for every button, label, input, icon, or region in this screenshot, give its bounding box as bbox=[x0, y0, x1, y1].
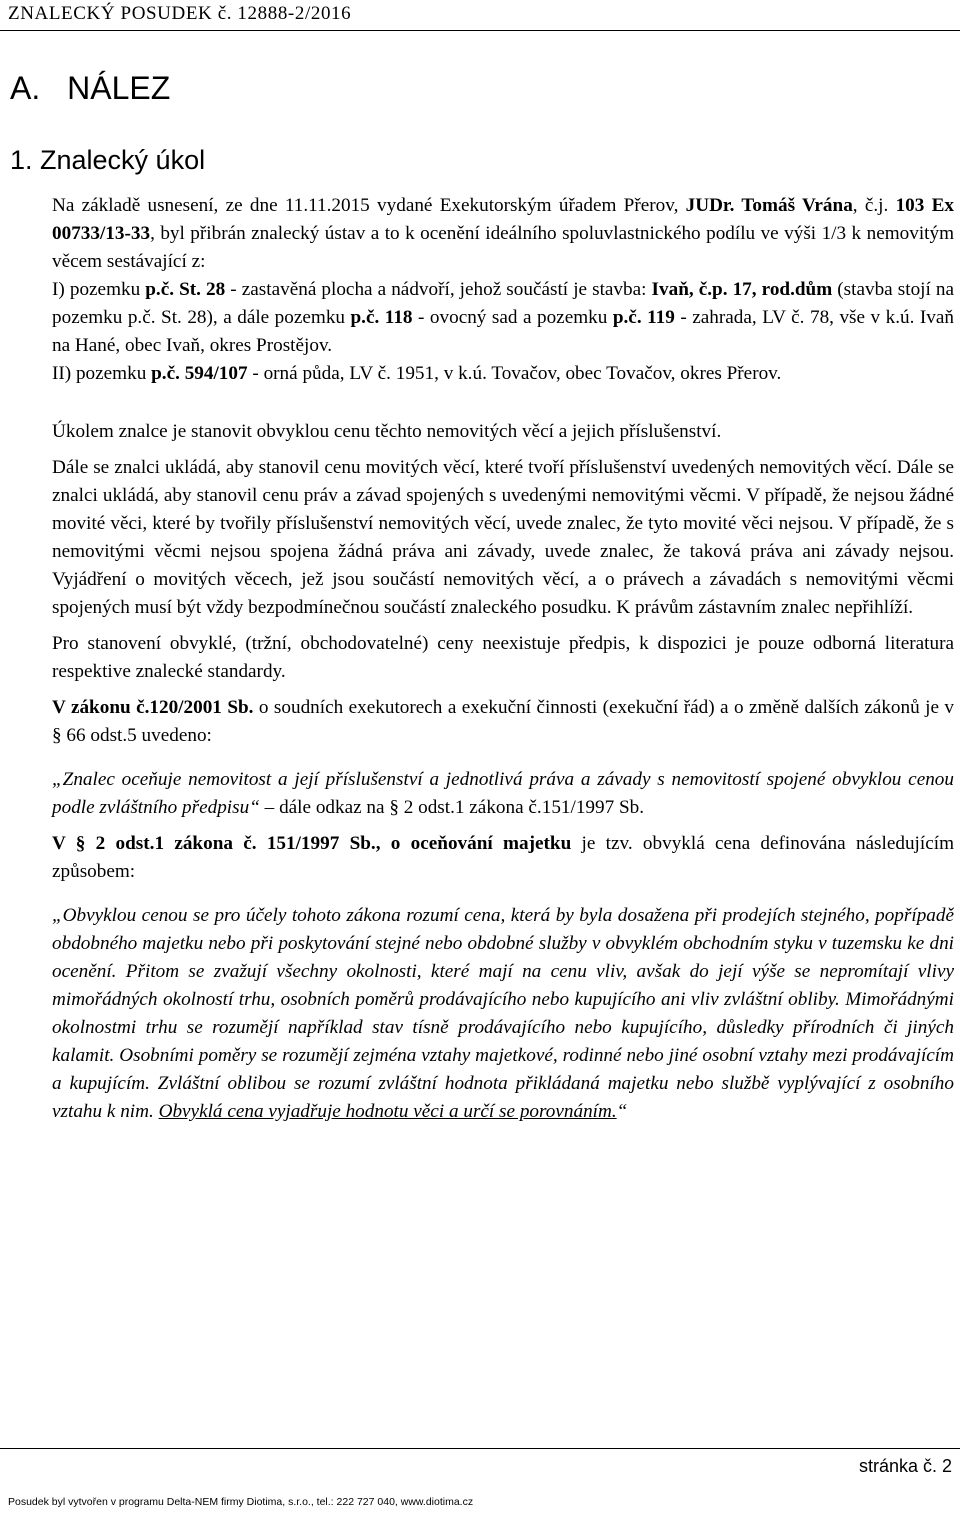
footer-note: Posudek byl vytvořen v programu Delta-NEM firmy Diotima, s.r.o., tel.: 222 727 040, www.diotima.cz bbox=[8, 1496, 474, 1508]
item1-building: Ivaň, č.p. 17, rod.dům bbox=[651, 279, 833, 300]
intro-text-2: , č.j. bbox=[852, 195, 896, 216]
quote2-end: “ bbox=[616, 1101, 628, 1122]
executor-name: JUDr. Tomáš Vrána bbox=[685, 195, 853, 216]
law-paragraph bbox=[52, 694, 954, 750]
section-heading: A. NÁLEZ bbox=[10, 70, 171, 106]
header-divider bbox=[0, 30, 960, 31]
task-heading: 1. Znalecký úkol bbox=[10, 145, 206, 175]
item2-text-2: - orná půda, LV č. 1951, v k.ú. Tovačov, obec Tovačov, okres Přerov. bbox=[247, 363, 782, 384]
item1-parcel-st28: p.č. St. 28 bbox=[145, 279, 226, 300]
item2-parcel: p.č. 594/107 bbox=[151, 363, 248, 384]
item1-text-5: - zahrada, LV č. 78, vše v k.ú. Ivaň na Hané, obec Ivaň, okres Prostějov. bbox=[52, 307, 954, 356]
item2-text-1: II) pozemku bbox=[52, 363, 152, 384]
case-number: 103 Ex 00733/13-33 bbox=[52, 195, 954, 244]
quote-paragraph-2 bbox=[52, 902, 954, 1126]
law-reference: V zákonu č.120/2001 Sb. bbox=[52, 697, 254, 718]
item1-text-4: - ovocný sad a pozemku bbox=[412, 307, 613, 328]
item1-parcel-119: p.č. 119 bbox=[612, 307, 675, 328]
item1-text-3: (stavba stojí na pozemku p.č. St. 28), a dále pozemku bbox=[52, 279, 955, 328]
item1-text-1: I) pozemku bbox=[52, 279, 146, 300]
intro-text-3: , byl přibrán znalecký ústav a to k ocenění ideálního spoluvlastnického podílu ve výši 1/3 k nemovitým věcem sestávající z: bbox=[52, 223, 954, 272]
law2-reference: V § 2 odst.1 zákona č. 151/1997 Sb., o oceňování majetku bbox=[52, 833, 572, 854]
task-paragraph: Úkolem znalce je stanovit obvyklou cenu těchto nemovitých věcí a jejich příslušenství. bbox=[52, 421, 722, 442]
item1-text-2: - zastavěná plocha a nádvoří, jehož součástí je stavba: bbox=[225, 279, 652, 300]
document-body bbox=[52, 162, 954, 1126]
law2-paragraph bbox=[52, 830, 954, 886]
property-item-1 bbox=[52, 276, 954, 360]
intro-paragraph bbox=[52, 192, 954, 276]
law-text: o soudních exekutorech a exekuční činnosti (exekuční řád) a o změně dalších zákonů je v § 66 odst.5 uvedeno: bbox=[52, 697, 954, 746]
quote2-text: „Obvyklou cenou se pro účely tohoto zákona rozumí cena, která by byla dosažena při prodejích stejného, popřípadě obdobného majetku nebo při poskytování stejné nebo obdobné služby v obvyklém obchodním styku v tuzemsku ke dni ocenění. Přitom se zvažují všechny okolnosti, které mají na cenu vliv, avšak do její výše se nepromítají vlivy mimořádných okolností trhu, osobních poměrů prodávajícího nebo kupujícího ani vliv zvláštní obliby. Mimořádnými okolnostmi trhu se rozumějí například stav tísně prodávajícího nebo kupujícího, důsledky přírodních či jiných kalamit. Osobními poměry se rozumějí zejména vztahy majetkové, rodinné nebo jiné osobní vztahy mezi prodávajícím a kupujícím. Zvláštní oblibou se rozumí zvláštní hodnota přikládaná majetku nebo službě vyplývající z osobního vztahu k nim. bbox=[52, 905, 954, 1122]
duties-paragraph: Dále se znalci ukládá, aby stanovil cenu movitých věcí, které tvoří příslušenství uvedených nemovitých věcí. Dále se znalci ukládá, aby stanovil cenu práv a závad spojených s uvedenými nemovitými věcmi. V případě, že nejsou žádné movité věci, které by tvořily příslušenství nemovitých věcí, uvede znalec, že tyto movité věci nejsou. V případě, že s nemovitými věcmi nejsou spojena žádná práva ani závady, uvede znalec, že taková práva ani závady nejsou. Vyjádření o movitých věcech, jež jsou součástí nemovitých věcí, a o právech a závadách s nemovitými věcmi spojených musí být vždy bezpodmínečnou součástí znaleckého posudku. K právům zástavním znalec nepřihlíží. bbox=[52, 457, 954, 618]
law2-text: je tzv. obvyklá cena definována následujícím způsobem: bbox=[52, 833, 954, 882]
intro-text-1: Na základě usnesení, ze dne 11.11.2015 vydané Exekutorským úřadem Přerov, bbox=[52, 195, 686, 216]
quote-paragraph-1 bbox=[52, 766, 954, 822]
item1-parcel-118: p.č. 118 bbox=[350, 307, 413, 328]
quote1-reference: – dále odkaz na § 2 odst.1 zákona č.151/1997 Sb. bbox=[259, 797, 645, 818]
document-header: ZNALECKÝ POSUDEK č. 12888-2/2016 bbox=[8, 3, 352, 24]
footer-divider bbox=[0, 1448, 960, 1449]
page-number: stránka č. 2 bbox=[858, 1456, 952, 1476]
property-item-2 bbox=[52, 360, 954, 388]
quote1-text: „Znalec oceňuje nemovitost a její příslušenství a jednotlivá práva a závady s nemovitostí spojené obvyklou cenou podle zvláštního předpisu“ bbox=[52, 769, 954, 818]
quote2-underlined: Obvyklá cena vyjadřuje hodnotu věci a určí se porovnáním. bbox=[158, 1101, 617, 1122]
regulation-paragraph: Pro stanovení obvyklé, (tržní, obchodovatelné) ceny neexistuje předpis, k dispozici je pouze odborná literatura respektive znalecké standardy. bbox=[52, 633, 954, 682]
